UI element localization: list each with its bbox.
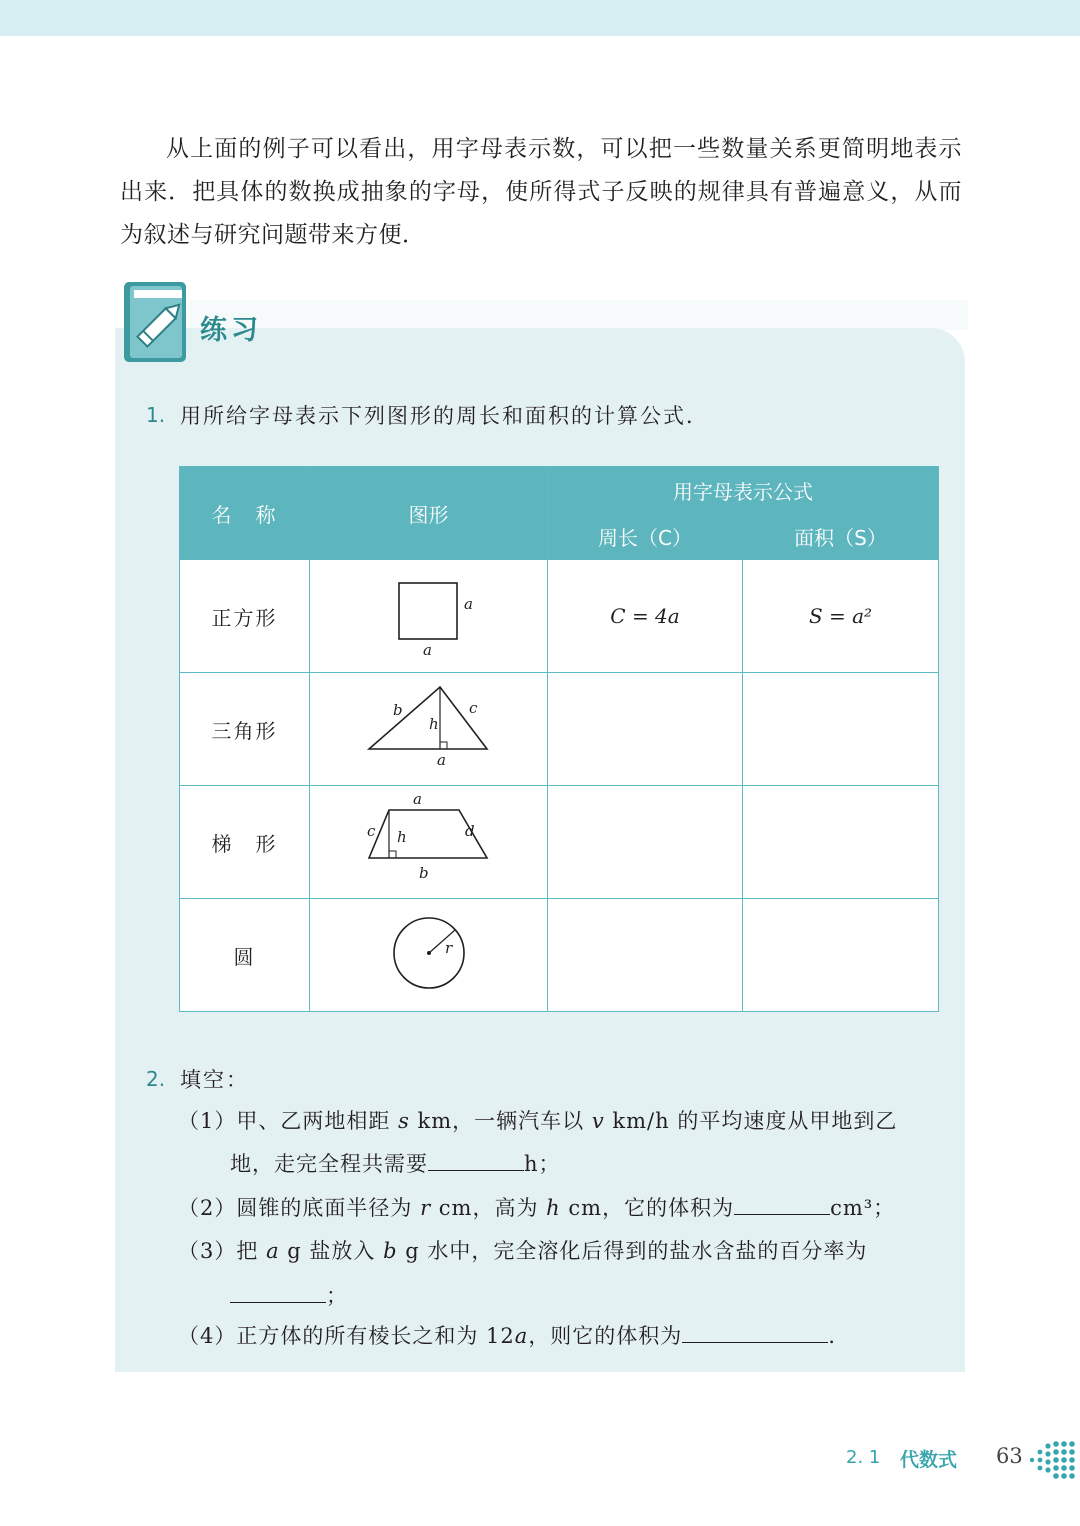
formula-table (179, 466, 939, 1012)
svg-text:a: a (436, 750, 446, 769)
table-row (180, 560, 939, 673)
square-perimeter-formula: C = 4a (548, 560, 743, 673)
square-figure (310, 560, 548, 673)
col-area-header: 面积（S） (743, 514, 939, 560)
shape-name: 梯 形 (180, 786, 310, 899)
fill-item-4: （4）正方体的所有棱长之和为 12a，则它的体积为 ． (178, 1320, 850, 1350)
col-figure-header: 图形 (310, 467, 548, 560)
question-1-text: 用所给字母表示下列图形的周长和面积的计算公式． (180, 404, 709, 428)
top-band (0, 0, 1080, 36)
svg-text:c: c (366, 821, 375, 840)
square-area-formula: S = a² (743, 560, 939, 673)
question-2-number: 2. (146, 1067, 166, 1091)
question-2-text: 填空： (180, 1068, 249, 1092)
svg-text:c: c (468, 698, 477, 717)
trapezoid-area-cell (743, 786, 939, 899)
shape-name: 正方形 (180, 560, 310, 673)
fill-item-3-continued: ； (230, 1280, 348, 1310)
circle-figure (310, 899, 548, 1012)
page-number: 63 (996, 1444, 1023, 1468)
svg-text:b: b (392, 700, 403, 719)
fill-item-1: （1）甲、乙两地相距 s km，一辆汽车以 v km/h 的平均速度从甲地到乙 (178, 1109, 898, 1133)
triangle-perimeter-cell (548, 673, 743, 786)
svg-text:b: b (418, 863, 429, 882)
svg-text:r: r (444, 938, 452, 957)
exercise-title-strip (190, 300, 968, 330)
answer-blank-4[interactable] (682, 1320, 828, 1343)
fill-item-2: （2）圆锥的底面半径为 r cm，高为 h cm，它的体积为 cm³； (178, 1192, 895, 1222)
col-formula-group-header: 用字母表示公式 (548, 467, 939, 514)
trapezoid-figure (310, 786, 548, 899)
pencil-notebook-icon (120, 280, 190, 364)
table-row (180, 673, 939, 786)
shape-name: 三角形 (180, 673, 310, 786)
svg-text:d: d (464, 821, 475, 840)
col-perimeter-header: 周长（C） (548, 514, 743, 560)
answer-blank-2[interactable] (734, 1192, 830, 1215)
svg-text:a: a (412, 789, 422, 808)
dot-grid-icon (1028, 1440, 1080, 1480)
footer-chapter-title: 代数式 (900, 1449, 958, 1471)
intro-paragraph: 从上面的例子可以看出，用字母表示数，可以把一些数量关系更简明地表示出来．把具体的数换成抽象的字母，使所得式子反映的规律具有普遍意义，从而为叙述与研究问题带来方便． (120, 136, 962, 248)
fill-item-1-continued: 地，走完全程共需要 h； (230, 1148, 561, 1178)
svg-text:a: a (463, 594, 473, 613)
circle-perimeter-cell (548, 899, 743, 1012)
col-name-header: 名 称 (180, 467, 310, 560)
exercise-title: 练习 (200, 315, 262, 346)
svg-text:h: h (428, 714, 439, 733)
triangle-area-cell (743, 673, 939, 786)
circle-area-cell (743, 899, 939, 1012)
fill-item-3: （3）把 a g 盐放入 b g 水中，完全溶化后得到的盐水含盐的百分率为 (178, 1239, 868, 1263)
svg-text:h: h (396, 827, 407, 846)
answer-blank-1[interactable] (428, 1148, 524, 1171)
table-row (180, 899, 939, 1012)
footer-section-number: 2. 1 (846, 1447, 881, 1468)
svg-text:a: a (422, 640, 432, 659)
answer-blank-3[interactable] (230, 1280, 326, 1303)
question-1-number: 1. (146, 403, 166, 427)
triangle-figure (310, 673, 548, 786)
trapezoid-perimeter-cell (548, 786, 743, 899)
shape-name: 圆 (180, 899, 310, 1012)
table-row (180, 786, 939, 899)
